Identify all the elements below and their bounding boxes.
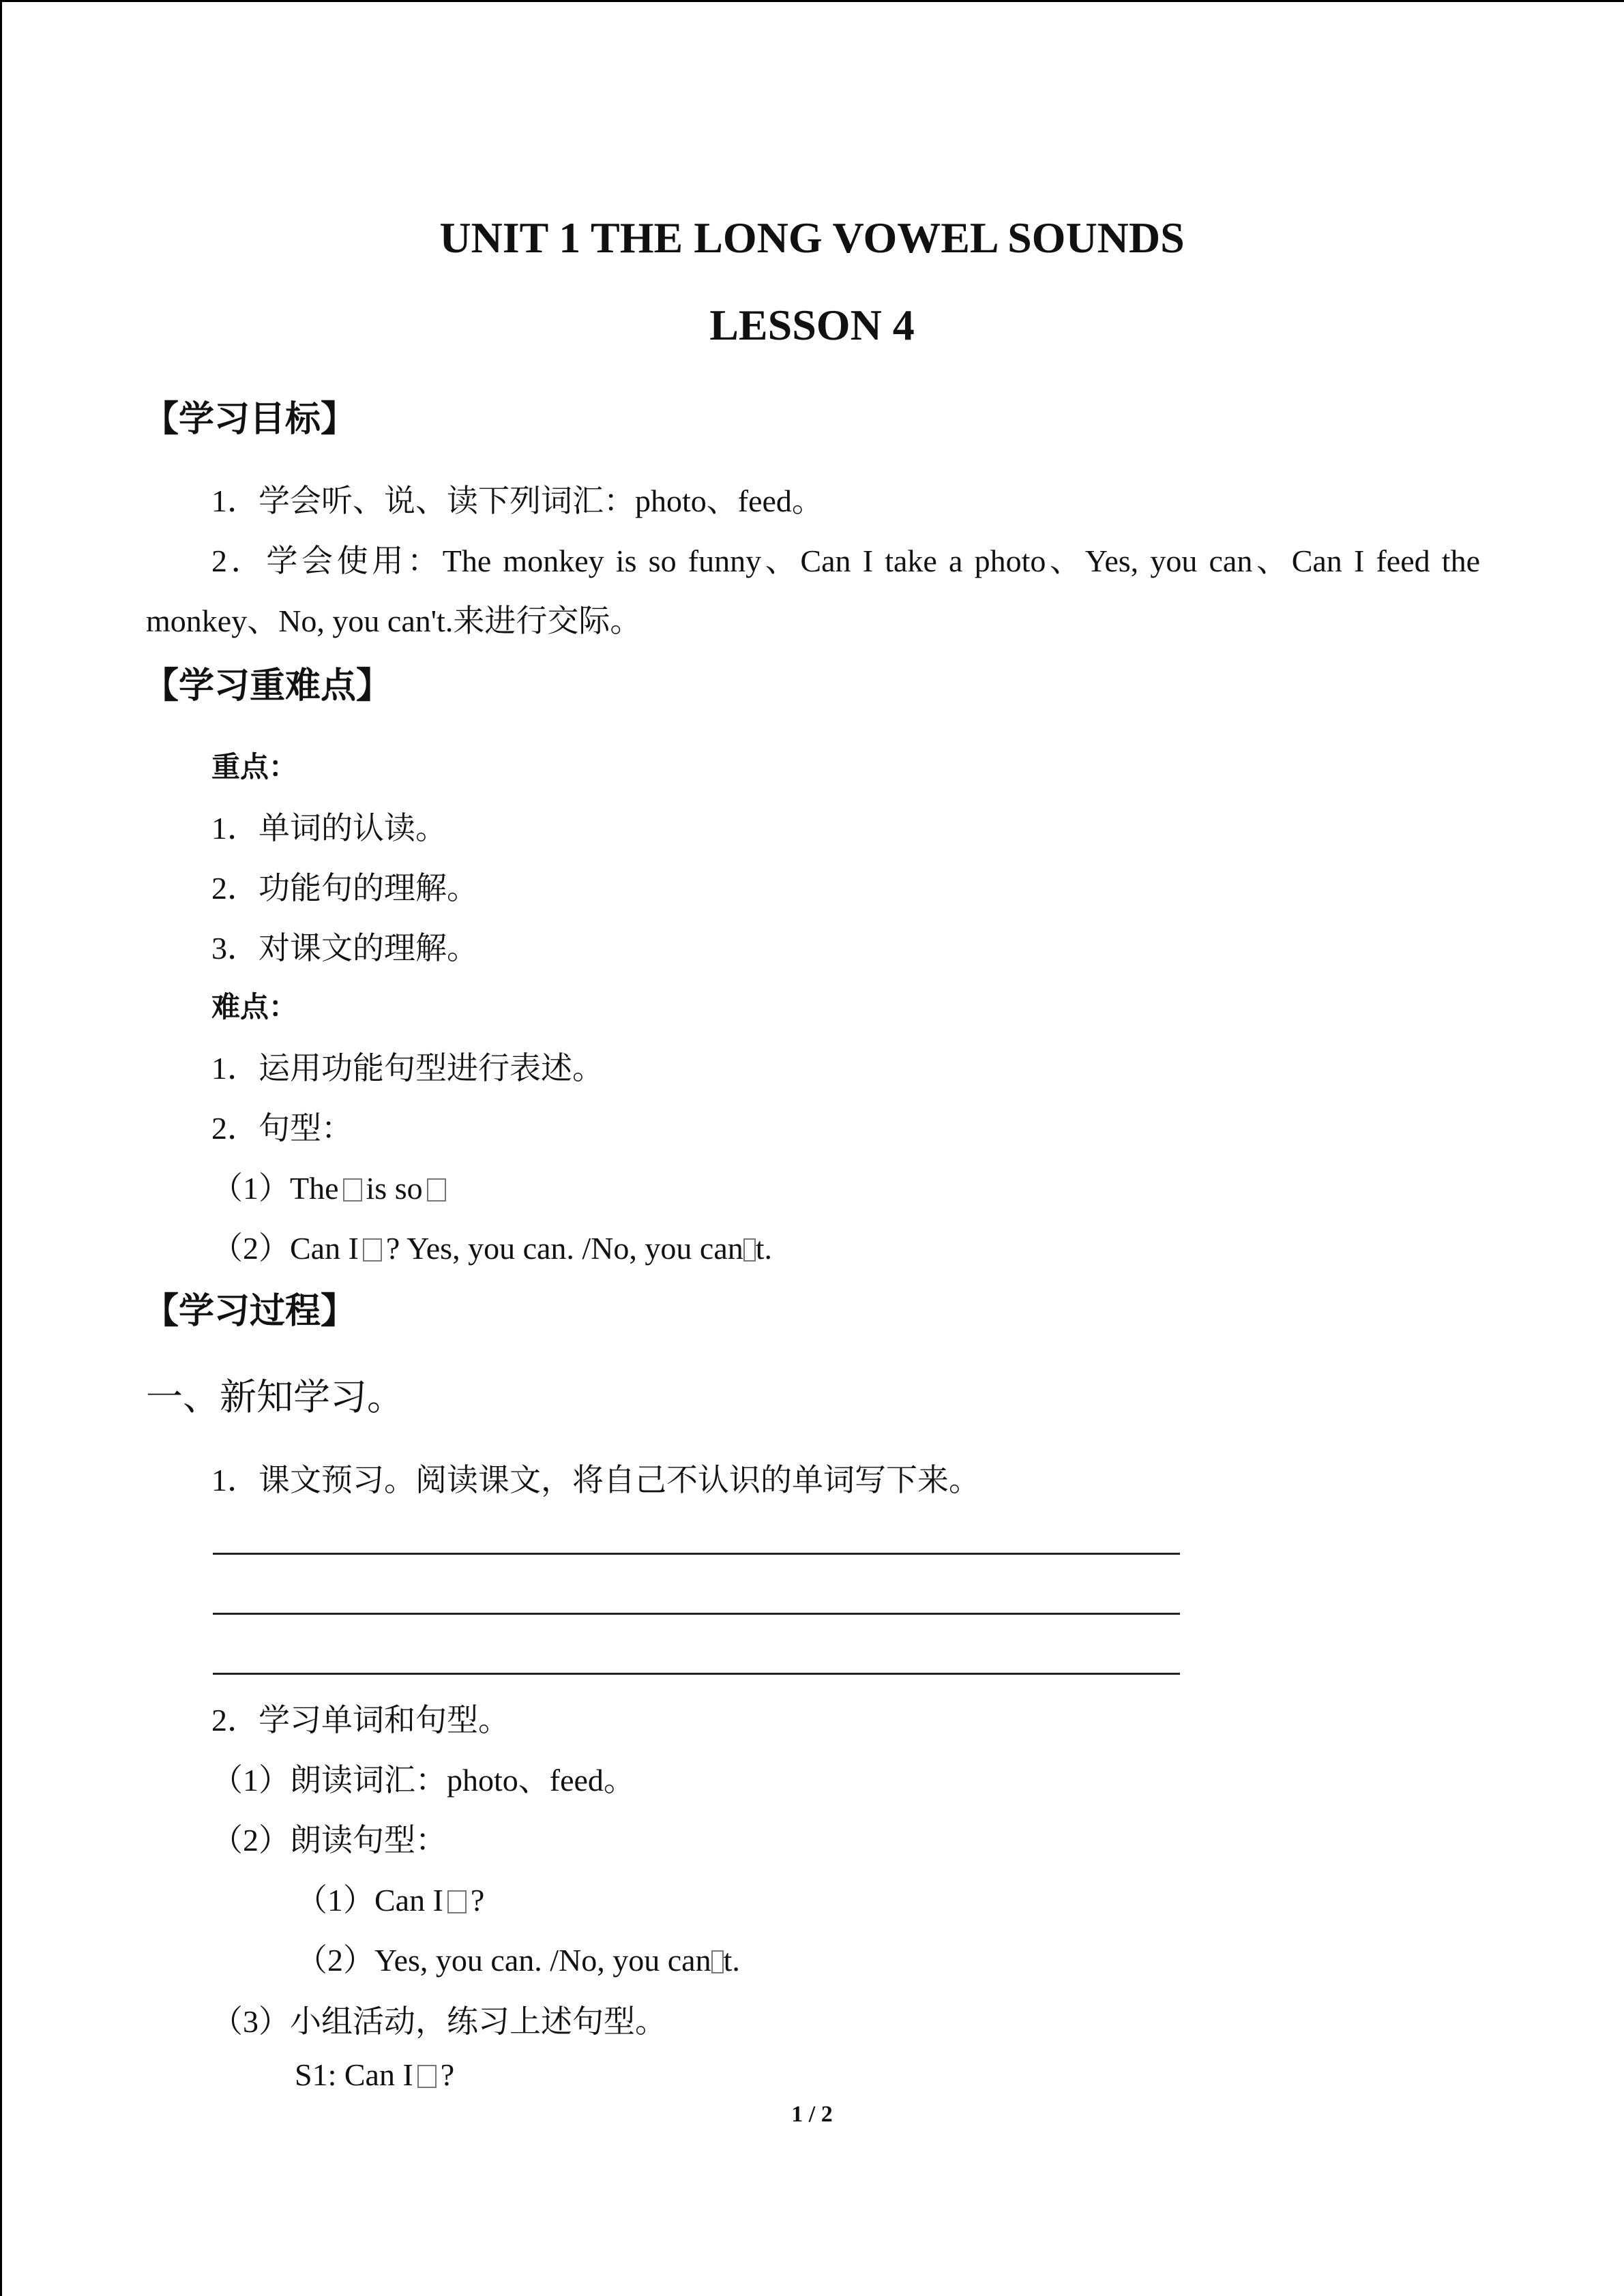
heading-key-points: 【学习重难点】: [143, 666, 392, 706]
s1-text-a: S1: Can I: [295, 2057, 413, 2092]
sub-1-text-b: ?: [470, 1883, 485, 1918]
pattern-2-text-b: ? Yes, you can. /No, you can: [385, 1231, 743, 1266]
difficulties-label: 难点：: [211, 990, 298, 1024]
answer-line-3: [213, 1673, 1180, 1675]
part-one-heading: 一、新知学习。: [146, 1377, 404, 1418]
heading-learning-process: 【学习过程】: [143, 1291, 357, 1332]
step-2-sub-2: [296, 1935, 740, 1980]
sub-2-text-a: （2）Yes, you can. /No, you can: [296, 1943, 711, 1978]
key-points-label: 重点：: [211, 750, 298, 784]
goal-item-1: 1．学会听、说、读下列词汇：photo、feed。: [211, 483, 823, 518]
step-2-item-1: （1）朗读词汇：photo、feed。: [211, 1763, 635, 1798]
document-title: UNIT 1 THE LONG VOWEL SOUNDS: [439, 213, 1185, 262]
page-border-top: [0, 0, 1624, 2]
step-1-preview: 1．课文预习。阅读课文，将自己不认识的单词写下来。: [211, 1463, 980, 1497]
document-subtitle: LESSON 4: [709, 301, 915, 349]
goal-item-2-line-2: monkey、No, you can't.来进行交际。: [146, 603, 642, 638]
answer-line-1: [213, 1553, 1180, 1555]
blank-box: [427, 1178, 446, 1202]
sub-1-text-a: （1）Can I: [296, 1883, 443, 1918]
blank-box: [417, 2065, 437, 2088]
difficulty-1: 1．运用功能句型进行表述。: [211, 1051, 604, 1086]
missing-glyph-box: [743, 1238, 756, 1262]
blank-box: [447, 1890, 467, 1913]
answer-line-2: [213, 1613, 1180, 1615]
blank-box: [343, 1178, 362, 1202]
sub-2-text-b: t.: [723, 1943, 740, 1978]
pattern-1-text-b: is so: [366, 1171, 423, 1206]
step-2-heading: 2．学习单词和句型。: [211, 1703, 510, 1738]
step-2-item-2: （2）朗读句型：: [211, 1823, 447, 1858]
key-point-3: 3．对课文的理解。: [211, 931, 478, 966]
key-point-2: 2．功能句的理解。: [211, 871, 478, 906]
page-number: 1 / 2: [791, 2102, 833, 2127]
pattern-1-text-a: （1）The: [211, 1171, 339, 1206]
difficulty-2: 2．句型：: [211, 1111, 353, 1146]
step-2-sub-1: [296, 1875, 484, 1920]
sentence-pattern-1: [211, 1163, 450, 1208]
key-point-1: 1．单词的认读。: [211, 811, 447, 846]
step-2-item-3: （3）小组活动，练习上述句型。: [211, 2004, 666, 2039]
heading-learning-goals: 【学习目标】: [143, 399, 357, 440]
s1-text-b: ?: [440, 2057, 455, 2092]
missing-glyph-box: [711, 1950, 724, 1973]
goal-item-2-line-1: 2．学会使用：The monkey is so funny、Can I take a photo、Yes, you can、Can I feed the: [211, 543, 1480, 578]
blank-box: [363, 1238, 382, 1262]
dialogue-line-s1: [295, 2057, 454, 2093]
pattern-2-text-a: （2）Can I: [211, 1231, 359, 1266]
sentence-pattern-2: [211, 1223, 772, 1268]
pattern-2-text-c: t.: [755, 1231, 773, 1266]
